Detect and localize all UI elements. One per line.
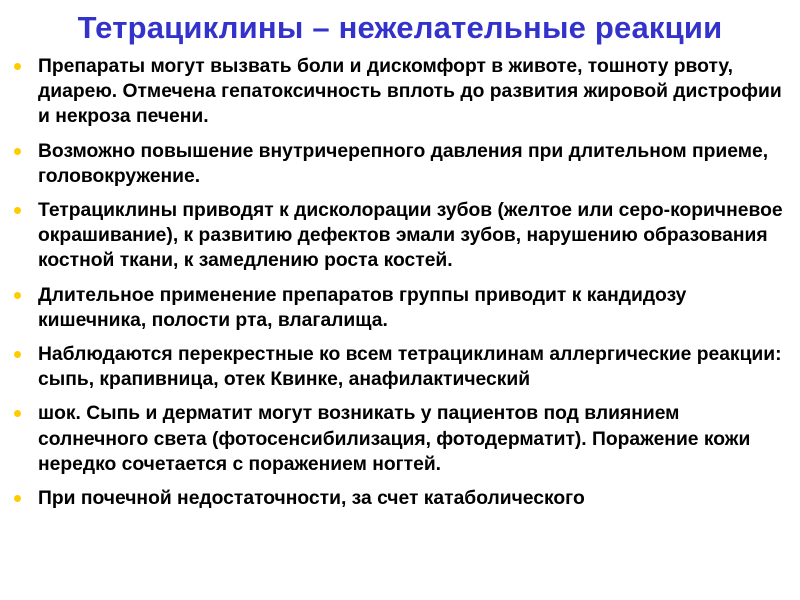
- bullet-text: Длительное применение препаратов группы приводит к кандидозу кишечника, полости рта, влагалища.: [38, 284, 687, 331]
- bullet-dot-icon: [14, 207, 21, 214]
- bullet-text: Тетрациклины приводят к дисколорации зубов (желтое или серо-коричневое окрашивание), к развитию дефектов эмали зубов, нарушению образования костной ткани, к замедлению роста костей.: [38, 200, 783, 272]
- bullet-dot-icon: [14, 63, 21, 70]
- bullet-text: Препараты могут вызвать боли и дискомфорт в животе, тошноту рвоту, диарею. Отмечена гепатоксичность вплоть до развития жировой дистрофии и некроза печени.: [38, 56, 782, 128]
- bullet-item: [10, 54, 790, 130]
- bullet-dot-icon: [14, 292, 21, 299]
- bullet-item: [10, 198, 790, 274]
- bullet-list: [10, 54, 790, 520]
- bullet-item: [10, 401, 790, 477]
- bullet-text: При почечной недостаточности, за счет катаболического: [38, 488, 585, 510]
- bullet-item: [10, 342, 790, 392]
- bullet-dot-icon: [14, 351, 21, 358]
- bullet-item: [10, 486, 790, 511]
- bullet-text: Наблюдаются перекрестные ко всем тетрациклинам аллергические реакции: сыпь, крапивница, отек Квинке, анафилактический: [38, 344, 782, 391]
- bullet-dot-icon: [14, 410, 21, 417]
- bullet-text: Возможно повышение внутричерепного давления при длительном приеме, головокружение.: [38, 140, 769, 187]
- bullet-dot-icon: [14, 148, 21, 155]
- slide-title: Тетрациклины – нежелательные реакции: [77, 10, 723, 45]
- bullet-item: [10, 283, 790, 333]
- bullet-text: шок. Сыпь и дерматит могут возникать у пациентов под влиянием солнечного света (фотосенсибилизация, фотодерматит). Поражение кожи нередко сочетается с поражением ногтей.: [38, 403, 751, 475]
- bullet-item: [10, 139, 790, 189]
- bullet-dot-icon: [14, 495, 21, 502]
